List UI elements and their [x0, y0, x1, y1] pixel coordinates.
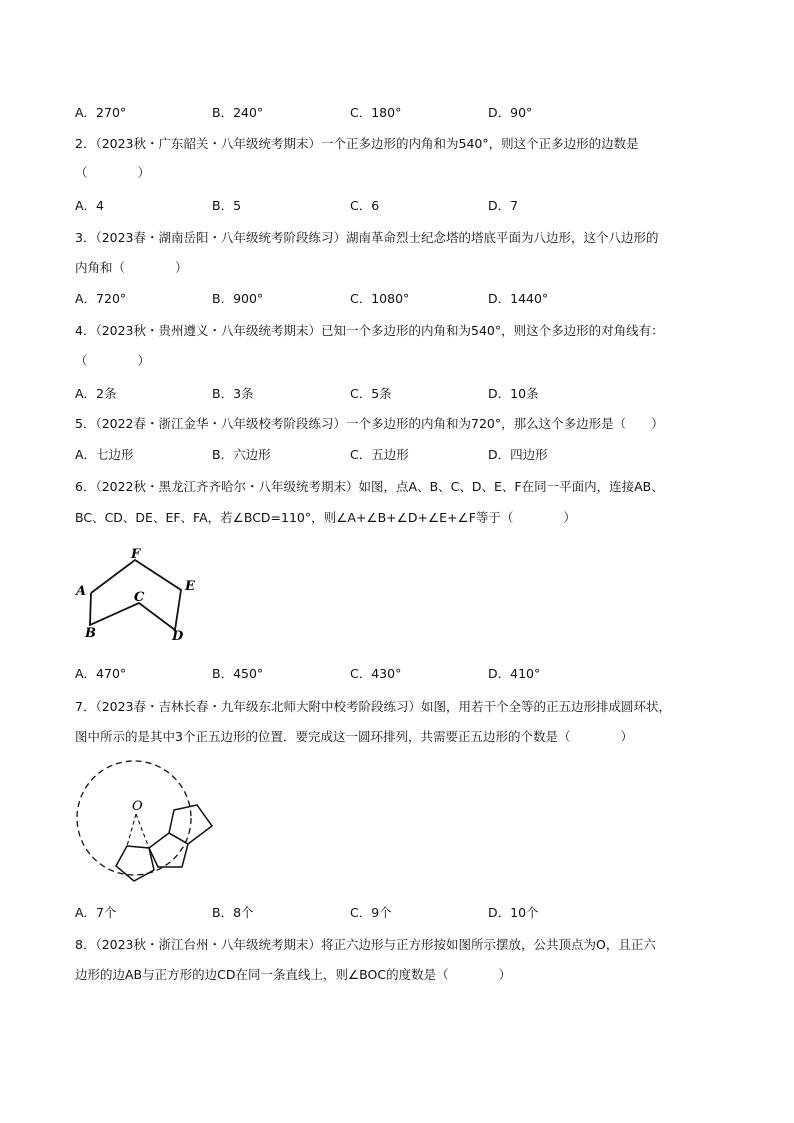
q7-label-o: O	[132, 799, 143, 814]
q7-pentagon-middle	[149, 833, 188, 867]
q7-stem-line2: 图中所示的是其中3个正五边形的位置．要完成这一圆环排列，共需要正五边形的个数是（ ）	[75, 729, 633, 744]
q6-hexagon-figure	[70, 545, 210, 645]
q7-pentagon-ring-figure	[70, 760, 230, 895]
q6-label-c: C	[134, 590, 145, 605]
q7-option-b: B．8个	[212, 905, 254, 920]
q6-option-d: D．410°	[488, 666, 541, 681]
q5-option-c: C．五边形	[350, 447, 409, 462]
q5-option-d: D．四边形	[488, 447, 548, 462]
q4-option-b: B．3条	[212, 386, 254, 401]
q2-option-c: C．6	[350, 198, 380, 213]
q7-dashed-ray-right	[136, 814, 149, 848]
q6-option-b: B．450°	[212, 666, 264, 681]
q1-option-c: C．180°	[350, 105, 402, 120]
q6-option-a: A．470°	[75, 666, 127, 681]
q6-label-f: F	[131, 547, 141, 562]
q6-label-a: A	[76, 584, 87, 599]
q6-stem-line2: BC、CD、DE、EF、FA，若∠BCD=110°，则∠A+∠B+∠D+∠E+∠F等于（ ）	[75, 510, 576, 525]
q3-stem-line1: 3．（2023春・湖南岳阳・八年级统考阶段练习）湖南革命烈士纪念塔的塔底平面为八边形，这个八边形的	[75, 230, 659, 245]
q1-option-b: B．240°	[212, 105, 264, 120]
q2-stem-line1: 2．（2023秋・广东韶关・八年级统考期末）一个正多边形的内角和为540°，则这个正多边形的边数是	[75, 136, 639, 151]
q7-pentagon-lower	[116, 846, 154, 881]
q7-option-a: A．7个	[75, 905, 117, 920]
q4-stem-line2: （ ）	[75, 353, 151, 368]
q1-option-a: A．270°	[75, 105, 127, 120]
q3-option-b: B．900°	[212, 291, 264, 306]
q4-option-d: D．10条	[488, 386, 539, 401]
q3-option-a: A．720°	[75, 291, 127, 306]
q6-option-c: C．430°	[350, 666, 402, 681]
q6-stem-line1: 6．（2022秋・黑龙江齐齐哈尔・八年级统考期末）如图，点A、B、C、D、E、F在同一平面内，连接AB、	[75, 479, 664, 494]
q6-label-d: D	[172, 629, 184, 644]
q7-stem-line1: 7．（2023春・吉林长春・九年级东北师大附中校考阶段练习）如图，用若干个全等的正五边形排成圆环状，	[75, 699, 672, 714]
q3-option-d: D．1440°	[488, 291, 549, 306]
q5-stem-line1: 5．（2022春・浙江金华・八年级校考阶段练习）一个多边形的内角和为720°，那么这个多边形是（ ）	[75, 416, 664, 431]
q7-dashed-ray-left	[127, 814, 136, 846]
q2-option-d: D．7	[488, 198, 519, 213]
q7-dashed-circle	[77, 761, 191, 875]
q3-stem-line2: 内角和（ ）	[75, 260, 188, 275]
q8-stem-line2: 边形的边AB与正方形的边CD在同一条直线上，则∠BOC的度数是（ ）	[75, 967, 512, 982]
q1-option-d: D．90°	[488, 105, 533, 120]
q6-label-e: E	[185, 579, 195, 594]
q3-option-c: C．1080°	[350, 291, 410, 306]
q5-option-a: A．七边形	[75, 447, 134, 462]
q7-option-d: D．10个	[488, 905, 539, 920]
q7-option-c: C．9个	[350, 905, 392, 920]
q2-option-a: A．4	[75, 198, 105, 213]
q4-option-c: C．5条	[350, 386, 392, 401]
q4-stem-line1: 4．（2023秋・贵州遵义・八年级统考期末）已知一个多边形的内角和为540°，则这个多边形的对角线有：	[75, 323, 664, 338]
q2-option-b: B．5	[212, 198, 242, 213]
q2-stem-line2: （ ）	[75, 165, 151, 180]
q4-option-a: A．2条	[75, 386, 117, 401]
q8-stem-line1: 8．（2023秋・浙江台州・八年级统考期末）将正六边形与正方形按如图所示摆放，公共顶点为O，且正六	[75, 937, 656, 952]
q6-label-b: B	[85, 626, 96, 641]
q5-option-b: B．六边形	[212, 447, 271, 462]
